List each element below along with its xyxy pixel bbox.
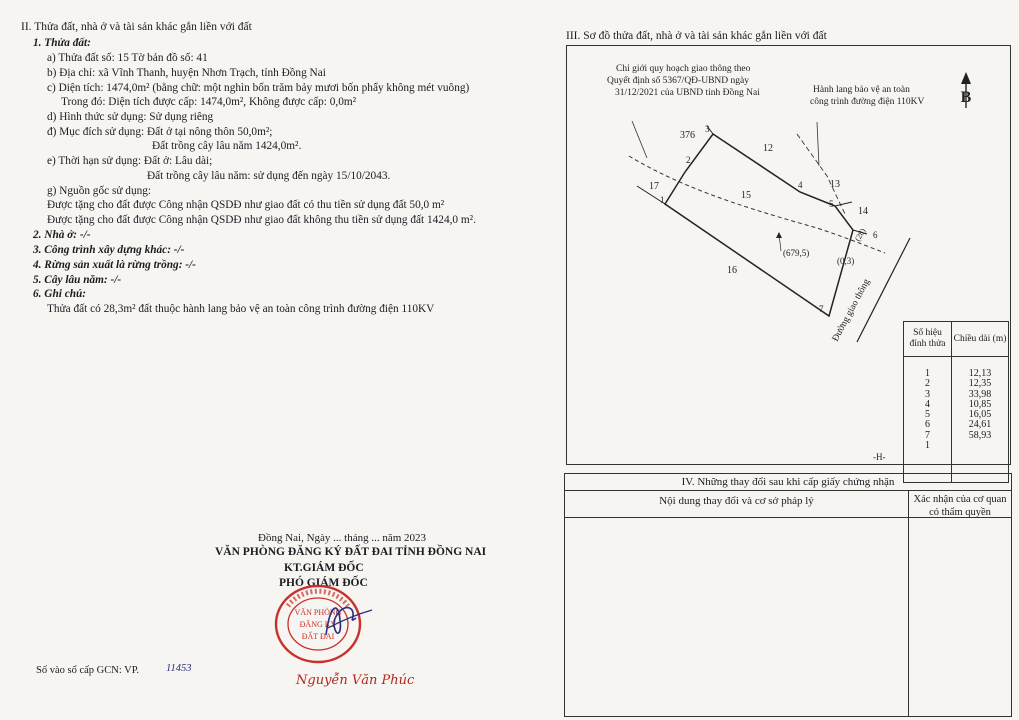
changes-section bbox=[564, 473, 1012, 717]
heading-house: 2. Nhà ở: -/- bbox=[33, 229, 91, 241]
area-label-1: (679,5) bbox=[783, 248, 810, 258]
parcel-14-label: 14 bbox=[858, 206, 868, 217]
vertex-length-table bbox=[903, 321, 1009, 483]
seal-line-3: ĐẤT ĐAI bbox=[301, 632, 335, 641]
area-label-2: (0,3) bbox=[837, 256, 855, 266]
origin-2: Được tặng cho đất được Công nhận QSDĐ như giao đất không thu tiền sử dụng đất 1424,0 m². bbox=[47, 214, 476, 226]
vertex-3: 3 bbox=[705, 124, 710, 134]
vertex-7: 7 bbox=[819, 304, 824, 314]
vertex-4: 4 bbox=[798, 180, 803, 190]
origin-1: Được tặng cho đất được Công nhận QSDĐ như giao đất có thu tiền sử dụng đất 50,0 m² bbox=[47, 199, 445, 211]
parcel-376-label: 376 bbox=[680, 130, 695, 141]
vertex-5: 5 bbox=[829, 199, 834, 209]
parcel-number: a) Thửa đất số: 15 Tờ bản đồ số: 41 bbox=[47, 52, 208, 64]
traffic-note-1: Chỉ giới quy hoạch giao thông theo bbox=[616, 64, 751, 74]
usage-term: e) Thời hạn sử dụng: Đất ở: Lâu dài; bbox=[47, 155, 213, 167]
traffic-note-3: 31/12/2021 của UBND tỉnh Đồng Nai bbox=[615, 88, 760, 98]
svg-text:B: B bbox=[960, 89, 972, 106]
area: c) Diện tích: 1474,0m² (bằng chữ: một nghìn bốn trăm bảy mươi bốn phẩy không mét vuông) bbox=[47, 82, 470, 94]
register-number-label: Số vào sổ cấp GCN: VP. bbox=[36, 665, 140, 676]
road-label: Đường giao thông bbox=[830, 277, 873, 344]
usage-form: d) Hình thức sử dụng: Sử dụng riêng bbox=[47, 111, 214, 123]
heading-forest: 4. Rừng sản xuất là rừng trồng: -/- bbox=[33, 259, 196, 271]
heading-perennial: 5. Cây lâu năm: -/- bbox=[33, 274, 122, 286]
signature-kt: KT.GIÁM ĐỐC bbox=[284, 562, 364, 574]
vertex-6: 6 bbox=[873, 230, 878, 240]
changes-col-authority: Xác nhận của cơ quan có thẩm quyền bbox=[913, 494, 1007, 518]
vertex-2: 2 bbox=[686, 155, 691, 165]
north-arrow-icon bbox=[961, 72, 972, 108]
register-number-value: 11453 bbox=[166, 663, 192, 674]
heading-construction: 3. Công trình xây dựng khác: -/- bbox=[33, 244, 185, 256]
changes-col-content: Nội dung thay đổi và cơ sở pháp lý bbox=[659, 495, 814, 507]
usage-purpose-2: Đất trồng cây lâu năm 1424,0m². bbox=[152, 140, 302, 152]
heading-land-parcel: 1. Thửa đất: bbox=[33, 37, 91, 49]
power-note-1: Hành lang bảo vệ an toàn bbox=[813, 85, 910, 95]
office-name: VĂN PHÒNG ĐĂNG KÝ ĐẤT ĐAI TỈNH ĐỒNG NAI bbox=[215, 546, 487, 558]
diagram-title: III. Sơ đồ thửa đất, nhà ở và tài sản khác gắn liền với đất bbox=[566, 30, 827, 42]
official-seal bbox=[268, 580, 380, 665]
heading-note: 6. Ghi chú: bbox=[33, 288, 87, 300]
parcel-12-label: 12 bbox=[763, 143, 773, 154]
signature-title: PHÓ GIÁM ĐỐC bbox=[279, 577, 368, 589]
usage-purpose: đ) Mục đích sử dụng: Đất ở tại nông thôn 50,0m²; bbox=[47, 126, 273, 138]
section-title: II. Thửa đất, nhà ở và tài sản khác gắn liền với đất bbox=[21, 21, 252, 33]
signer-name: Nguyễn Văn Phúc bbox=[296, 673, 415, 688]
area-detail: Trong đó: Diện tích được cấp: 1474,0m², Không được cấp: 0,0m² bbox=[61, 96, 357, 108]
traffic-note-2: Quyết định số 5367/QĐ-UBND ngày bbox=[607, 76, 749, 86]
seal-line-2: ĐĂNG KÝ bbox=[299, 620, 337, 629]
parcel-13-label: 13 bbox=[830, 179, 840, 190]
changes-title: IV. Những thay đổi sau khi cấp giấy chứng nhận bbox=[565, 474, 1011, 491]
vertex-column: 1 2 3 4 5 6 7 1 bbox=[904, 357, 952, 483]
parcel-15-label: 15 bbox=[741, 190, 751, 201]
parcel-16-label: 16 bbox=[727, 265, 737, 276]
scale-mark: -H- bbox=[873, 452, 886, 462]
parcel-17-label: 17 bbox=[649, 181, 659, 192]
issue-date: Đồng Nai, Ngày ... tháng ... năm 2023 bbox=[258, 532, 427, 544]
area-label-3: (28) bbox=[853, 226, 868, 243]
table-header-vertex: Số hiệu đỉnh thửa bbox=[904, 322, 952, 357]
seal-line-1: VĂN PHÒNG bbox=[294, 608, 342, 617]
table-header-length: Chiều dài (m) bbox=[952, 322, 1009, 357]
power-note-2: công trình đường điện 110KV bbox=[810, 97, 925, 107]
origin: g) Nguồn gốc sử dụng: bbox=[47, 185, 152, 197]
address: b) Địa chỉ: xã Vĩnh Thanh, huyện Nhơn Trạch, tỉnh Đồng Nai bbox=[47, 67, 326, 79]
vertex-1: 1 bbox=[660, 195, 665, 205]
note-text: Thửa đất có 28,3m² đất thuộc hành lang bảo vệ an toàn công trình đường điện 110KV bbox=[47, 303, 435, 315]
usage-term-2: Đất trồng cây lâu năm: sử dụng đến ngày 15/10/2043. bbox=[147, 170, 391, 182]
length-column: 12,13 12,35 33,98 10,85 16,05 24,61 58,93 bbox=[952, 357, 1009, 483]
